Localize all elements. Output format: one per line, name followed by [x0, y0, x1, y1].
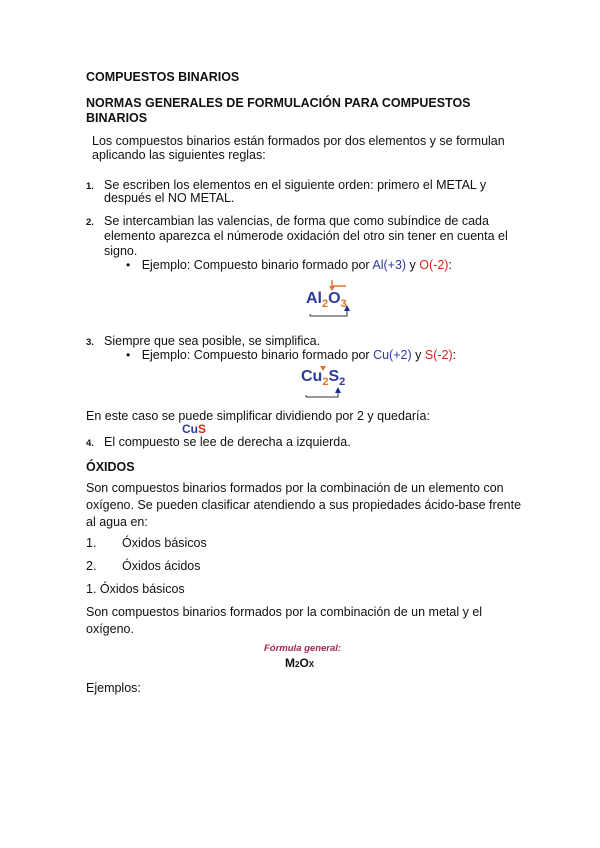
- formula-m: M: [285, 656, 295, 670]
- oxides-intro-line: Son compuestos binarios formados por la combinación de un elemento con: [86, 481, 504, 495]
- simplified-formula: [182, 422, 206, 436]
- example-mid: y: [411, 348, 425, 362]
- formula-element-a: Al: [306, 290, 322, 307]
- rule-4-line-1: El compuesto se lee de derecha a izquierda.: [104, 435, 351, 449]
- intro-line-2: aplicando las siguientes reglas:: [92, 148, 266, 162]
- element-2: O(-2): [419, 258, 449, 272]
- basic-text-line: oxígeno.: [86, 622, 134, 636]
- formula-sub-1: 2: [295, 660, 300, 669]
- example-2: [126, 348, 456, 363]
- formula-sub-2: X: [308, 660, 315, 669]
- formula-cu2s2-graphic: [298, 362, 358, 402]
- formula-sub-a: 2: [322, 298, 329, 311]
- list-label: Óxidos ácidos: [122, 559, 201, 573]
- general-formula: [285, 656, 314, 670]
- rule-1-line-2: después el NO METAL.: [104, 191, 235, 205]
- example-suffix: :: [452, 348, 457, 362]
- examples-label: Ejemplos:: [86, 681, 141, 695]
- example-1: [126, 258, 452, 273]
- example-mid: y: [406, 258, 420, 272]
- bullet: •: [126, 258, 131, 272]
- basic-text-line: Son compuestos binarios formados por la combinación de un metal y el: [86, 605, 483, 619]
- rule-number: 1.: [86, 181, 94, 192]
- oxide-type-1: [86, 536, 207, 550]
- formula-element-b: S: [328, 368, 340, 385]
- simplify-text: En este caso se puede simplificar dividiendo por 2 y quedaría:: [86, 409, 430, 423]
- oxide-type-2: [86, 559, 201, 573]
- example-prefix: Ejemplo: Compuesto binario formado por: [141, 258, 373, 272]
- oxides-heading: ÓXIDOS: [86, 460, 135, 474]
- rule-1-line-1: Se escriben los elementos en el siguiente orden: primero el METAL y: [104, 178, 487, 192]
- basic-oxides-heading: 1. Óxidos básicos: [86, 582, 185, 596]
- list-number: 2.: [86, 559, 97, 573]
- general-formula-label: Fórmula general:: [264, 643, 342, 654]
- section-subtitle: NORMAS GENERALES DE FORMULACIÓN PARA COMPUESTOS BINARIOS: [86, 96, 471, 125]
- page-title: COMPUESTOS BINARIOS: [86, 70, 240, 84]
- rule-2-line-1: Se intercambian las valencias, de forma que como subíndice de cada: [104, 214, 489, 228]
- list-number: 1.: [86, 536, 97, 550]
- formula-sub-a: 2: [322, 376, 329, 389]
- formula-element-b: O: [328, 290, 341, 307]
- list-label: Óxidos básicos: [122, 536, 207, 550]
- simplified-a: Cu: [182, 422, 198, 436]
- rule-number: 4.: [86, 438, 94, 449]
- rule-3-line-1: Siempre que sea posible, se simplifica.: [104, 334, 321, 348]
- formula-sub-b: 2: [339, 376, 346, 389]
- formula-al2o3-graphic: [302, 276, 362, 322]
- rule-2-line-3: signo.: [104, 244, 138, 258]
- formula-o: O: [299, 656, 309, 670]
- rule-number: 3.: [86, 337, 94, 348]
- example-prefix: Ejemplo: Compuesto binario formado por: [141, 348, 374, 362]
- intro-line-1: Los compuestos binarios están formados por dos elementos y se formulan: [92, 134, 505, 148]
- oxides-intro: [86, 480, 521, 531]
- bullet: •: [126, 348, 131, 362]
- simplified-b: S: [198, 422, 207, 436]
- formula-sub-b: 3: [340, 298, 347, 311]
- oxides-intro-line: al agua en:: [86, 515, 148, 529]
- element-2: S(-2): [424, 348, 453, 362]
- rule-number: 2.: [86, 217, 94, 228]
- basic-oxides-text: [86, 604, 482, 638]
- example-suffix: :: [448, 258, 452, 272]
- element-1: Al(+3): [372, 258, 407, 272]
- rule-2-line-2: elemento aparezca el númerode oxidación del otro sin tener en cuenta el: [104, 229, 508, 243]
- element-1: Cu(+2): [373, 348, 412, 362]
- oxides-intro-line: oxígeno. Se pueden clasificar atendiendo a sus propiedades ácido-base frente: [86, 498, 522, 512]
- formula-element-a: Cu: [301, 368, 323, 385]
